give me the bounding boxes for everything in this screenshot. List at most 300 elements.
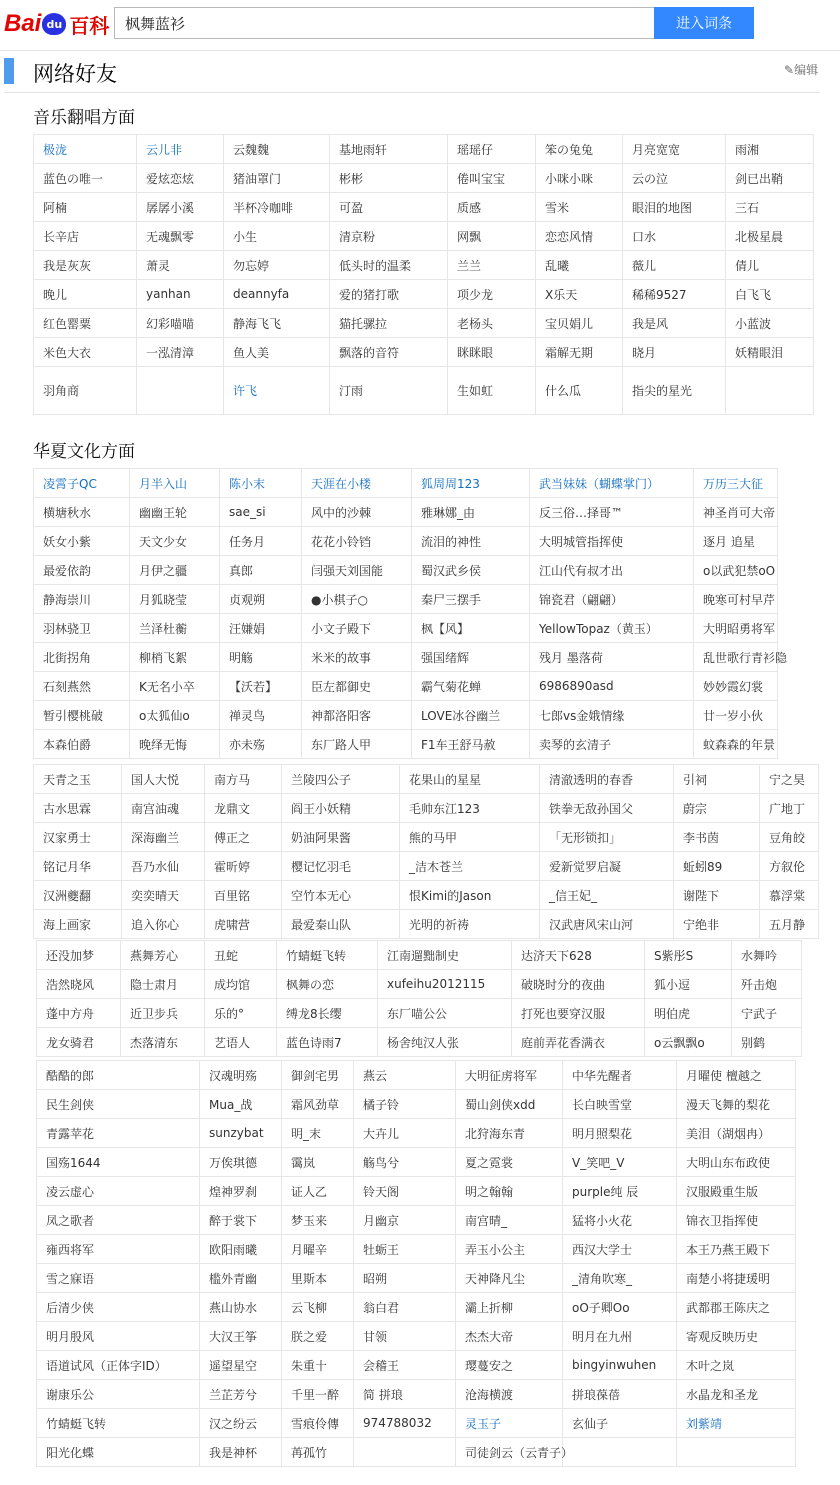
name-cell: 大汉王筝 [200, 1322, 282, 1351]
name-cell: 幻彩喵喵 [137, 309, 224, 338]
name-cell: 锦瓷君（翩翩） [530, 585, 694, 614]
name-cell: 古水思霖 [34, 794, 122, 823]
name-cell: 云の泣 [623, 164, 726, 193]
name-cell: sae_si [220, 498, 302, 527]
table-row [37, 1293, 796, 1322]
name-cell: 臣左都御史 [302, 672, 412, 701]
name-cell: oO子卿Oo [563, 1293, 677, 1322]
name-cell: 民生剑侠 [37, 1090, 200, 1119]
name-cell: 孱孱小溪 [137, 193, 224, 222]
name-cell: 追入你心 [122, 910, 205, 939]
name-cell: 小蓝波 [726, 309, 814, 338]
table-row [37, 1028, 802, 1057]
baidu-baike-logo[interactable] [4, 9, 109, 39]
name-cell: X乐天 [536, 280, 623, 309]
name-cell: 乱曦 [536, 251, 623, 280]
name-cell: 禅灵鸟 [220, 701, 302, 730]
name-cell: 光明的祈祷 [400, 910, 540, 939]
name-cell: 御剑宅男 [282, 1061, 354, 1090]
name-cell: 质感 [448, 193, 536, 222]
name-cell: 谢陛下 [674, 881, 760, 910]
name-cell: 破晓时分的夜曲 [512, 970, 645, 999]
name-cell [677, 1438, 796, 1467]
name-cell: 米色大衣 [34, 338, 137, 367]
name-cell: 雍西将军 [37, 1235, 200, 1264]
name-cell: 歼击炮 [732, 970, 802, 999]
enter-entry-button[interactable]: 进入词条 [654, 7, 754, 39]
name-cell: 静海崇川 [34, 585, 130, 614]
table-row [34, 469, 778, 498]
name-cell: 宁绝非 [674, 910, 760, 939]
name-cell: 深海幽兰 [122, 823, 205, 852]
name-cell: 倦叫宝宝 [448, 164, 536, 193]
edit-link[interactable] [784, 61, 818, 78]
section-title-culture: 华夏文化方面 [33, 442, 135, 462]
name-cell: 汉之纷云 [200, 1409, 282, 1438]
name-cell: 汉家勇士 [34, 823, 122, 852]
name-cell: o太狐仙o [130, 701, 220, 730]
name-cell: 后清少侠 [37, 1293, 200, 1322]
name-cell: 妖精眼泪 [726, 338, 814, 367]
name-cell: 阳光化蝶 [37, 1438, 200, 1467]
culture-names-table-3 [36, 940, 802, 1057]
name-cell: 稀稀9527 [623, 280, 726, 309]
name-cell: 醉于裳下 [200, 1206, 282, 1235]
table-row [34, 338, 814, 367]
name-cell: 奕奕晴天 [122, 881, 205, 910]
name-cell: 弄玉小公主 [456, 1235, 563, 1264]
name-cell: 恨Kimi的Jason [400, 881, 540, 910]
table-row [34, 701, 778, 730]
name-cell: 阎王小妖精 [282, 794, 400, 823]
name-cell: 眼泪的地图 [623, 193, 726, 222]
name-cell: 幽幽王轮 [130, 498, 220, 527]
name-cell: 兰泽杜蘅 [130, 614, 220, 643]
name-cell[interactable]: 陈小末 [220, 469, 302, 498]
name-cell: 小文子殿下 [302, 614, 412, 643]
name-cell: 翁白君 [354, 1293, 456, 1322]
name-cell: 老杨头 [448, 309, 536, 338]
name-cell: 甘领 [354, 1322, 456, 1351]
name-cell: 司徒剑云（云青子） [456, 1438, 563, 1467]
title-divider [4, 92, 820, 93]
name-cell: 鱼人美 [224, 338, 330, 367]
name-cell: 雪米 [536, 193, 623, 222]
name-cell: 妖女小紫 [34, 527, 130, 556]
name-cell: 木叶之岚 [677, 1351, 796, 1380]
name-cell[interactable]: 狐周周123 [412, 469, 530, 498]
name-cell: 苒孤竹 [282, 1438, 354, 1467]
name-cell[interactable]: 凌霄子QC [34, 469, 130, 498]
table-row [34, 794, 819, 823]
name-cell: 狐小逗 [645, 970, 732, 999]
name-cell[interactable]: 刘紫靖 [677, 1409, 796, 1438]
name-cell: 雪痕伶傳 [282, 1409, 354, 1438]
name-cell: 秦尸三摆手 [412, 585, 530, 614]
name-cell: 虎啸营 [205, 910, 282, 939]
name-cell: 神圣肖可大帝 [694, 498, 778, 527]
name-cell: 卖琴的玄清子 [530, 730, 694, 759]
name-cell: 北街拐角 [34, 643, 130, 672]
name-cell: 龙女骑君 [37, 1028, 121, 1057]
name-cell: 豆角皎 [760, 823, 819, 852]
name-cell: 汪嫌娟 [220, 614, 302, 643]
name-cell: 千里一醉 [282, 1380, 354, 1409]
name-cell: 江南遛黜制史 [378, 941, 512, 970]
section-title-music: 音乐翻唱方面 [33, 108, 135, 128]
name-cell[interactable]: 武当妹妹（蝴蝶掌门） [530, 469, 694, 498]
name-cell: 蜀山剑侠xdd [456, 1090, 563, 1119]
name-cell: 方叙伦 [760, 852, 819, 881]
name-cell: 猪油罩门 [224, 164, 330, 193]
table-row [37, 1322, 796, 1351]
name-cell[interactable]: 灵玉子 [456, 1409, 563, 1438]
name-cell: 清澈透明的春香 [540, 765, 674, 794]
name-cell: 缚龙8长缨 [277, 999, 378, 1028]
name-cell: LOVE冰谷幽兰 [412, 701, 530, 730]
name-cell: 玄仙子 [563, 1409, 677, 1438]
name-cell: 网飘 [448, 222, 536, 251]
table-row [37, 1090, 796, 1119]
name-cell: 杰杰大帝 [456, 1322, 563, 1351]
name-cell: 雪之寐语 [37, 1264, 200, 1293]
name-cell: 昭朔 [354, 1264, 456, 1293]
name-cell: 风中的沙棘 [302, 498, 412, 527]
name-cell: 月亮宽宽 [623, 135, 726, 164]
name-cell: 海上画家 [34, 910, 122, 939]
name-cell: 大明城管指挥使 [530, 527, 694, 556]
name-cell: 宝贝娟儿 [536, 309, 623, 338]
name-cell: 天神降凡尘 [456, 1264, 563, 1293]
name-cell: 明月在九州 [563, 1322, 677, 1351]
table-row [34, 367, 814, 415]
logo-bai: Bai [4, 10, 42, 37]
name-cell: 兰陵四公子 [282, 765, 400, 794]
table-row [34, 556, 778, 585]
name-cell: 月幽京 [354, 1206, 456, 1235]
name-cell: 丑蛇 [205, 941, 277, 970]
name-cell: 东厂喵公公 [378, 999, 512, 1028]
name-cell: 璎蔓安之 [456, 1351, 563, 1380]
name-cell: 云魏魏 [224, 135, 330, 164]
name-cell: 汉武唐风宋山河 [540, 910, 674, 939]
table-row [37, 1351, 796, 1380]
name-cell: 空竹本无心 [282, 881, 400, 910]
name-cell: o云飘飘o [645, 1028, 732, 1057]
name-cell: 柳梢飞絮 [130, 643, 220, 672]
name-cell: 明伯虎 [645, 999, 732, 1028]
name-cell: 成均馆 [205, 970, 277, 999]
name-cell: 七郎vs金娥情缘 [530, 701, 694, 730]
name-cell: 花花小铃铛 [302, 527, 412, 556]
name-cell: 贞观朔 [220, 585, 302, 614]
name-cell: 飘落的音符 [330, 338, 448, 367]
name-cell: 西汉大学士 [563, 1235, 677, 1264]
table-row [37, 999, 802, 1028]
name-cell: 我是风 [623, 309, 726, 338]
name-cell: 残月 墨落荷 [530, 643, 694, 672]
table-row [34, 280, 814, 309]
name-cell [354, 1438, 456, 1467]
name-cell[interactable]: 万历三大征 [694, 469, 778, 498]
name-cell: 广地丁 [760, 794, 819, 823]
name-cell: 长白映雪堂 [563, 1090, 677, 1119]
pencil-icon: ✎ [784, 63, 795, 77]
name-cell: K无名小卒 [130, 672, 220, 701]
name-cell: 北极星晨 [726, 222, 814, 251]
name-cell: 萧灵 [137, 251, 224, 280]
name-cell: 长辛店 [34, 222, 137, 251]
name-cell: 龙鼎文 [205, 794, 282, 823]
name-cell: 艺语人 [205, 1028, 277, 1057]
name-cell: 米米的故事 [302, 643, 412, 672]
table-row [34, 852, 819, 881]
name-cell: 李书茵 [674, 823, 760, 852]
music-names-table [33, 134, 814, 415]
name-cell: 乱世歌行青衫隐 [694, 643, 778, 672]
name-cell: _清角吹寒_ [563, 1264, 677, 1293]
name-cell: 简 拼琅 [354, 1380, 456, 1409]
name-cell: 乐的° [205, 999, 277, 1028]
name-cell: 宁之昊 [760, 765, 819, 794]
name-cell: 6986890asd [530, 672, 694, 701]
name-cell: 闫强天刘国能 [302, 556, 412, 585]
name-cell: 汉洲夔翻 [34, 881, 122, 910]
name-cell: 铃天阁 [354, 1177, 456, 1206]
table-row [34, 222, 814, 251]
table-row [34, 498, 778, 527]
name-cell: 白飞飞 [726, 280, 814, 309]
name-cell: 燕山协水 [200, 1293, 282, 1322]
name-cell: 夏之霓裳 [456, 1148, 563, 1177]
name-cell: 燕舞芳心 [121, 941, 205, 970]
name-cell: 花果山的星星 [400, 765, 540, 794]
table-row [34, 672, 778, 701]
edit-label: 编辑 [794, 63, 819, 77]
name-cell: 霭岚 [282, 1148, 354, 1177]
name-cell: 蜀汉武乡侯 [412, 556, 530, 585]
name-cell: 觞鸟兮 [354, 1148, 456, 1177]
name-cell: 樱记忆羽毛 [282, 852, 400, 881]
table-row [34, 527, 778, 556]
name-cell: 天文少女 [130, 527, 220, 556]
name-cell: 小咪小咪 [536, 164, 623, 193]
name-cell: 低头时的温柔 [330, 251, 448, 280]
name-cell: 达济天下628 [512, 941, 645, 970]
name-cell: 流泪的神性 [412, 527, 530, 556]
name-cell: 霸气菊花蝉 [412, 672, 530, 701]
name-cell: 中华先醒者 [563, 1061, 677, 1090]
name-cell[interactable]: 月半入山 [130, 469, 220, 498]
name-cell: 月曜辛 [282, 1235, 354, 1264]
name-cell: 凤之歌者 [37, 1206, 200, 1235]
name-cell: 清京粉 [330, 222, 448, 251]
name-cell: 彬彬 [330, 164, 448, 193]
name-cell: 半杯冷咖啡 [224, 193, 330, 222]
name-cell: 汀雨 [330, 367, 448, 415]
name-cell: 小生 [224, 222, 330, 251]
name-cell: 燕云 [354, 1061, 456, 1090]
name-cell: 明觞 [220, 643, 302, 672]
name-cell: 暂引樱桃破 [34, 701, 130, 730]
name-cell: 无魂飘零 [137, 222, 224, 251]
name-cell: V_笑吧_V [563, 1148, 677, 1177]
name-cell: 剑已出鞘 [726, 164, 814, 193]
name-cell: 静海飞飞 [224, 309, 330, 338]
name-cell: 三石 [726, 193, 814, 222]
name-cell: 竹蜻蜓飞转 [37, 1409, 200, 1438]
name-cell: 北狩海东青 [456, 1119, 563, 1148]
name-cell: 里斯本 [282, 1264, 354, 1293]
name-cell: 五月静 [760, 910, 819, 939]
name-cell: 霜解无期 [536, 338, 623, 367]
name-cell: 武都郡王陈庆之 [677, 1293, 796, 1322]
name-cell: 槛外青幽 [200, 1264, 282, 1293]
name-cell: 慕浮棠 [760, 881, 819, 910]
name-cell: 红色罂粟 [34, 309, 137, 338]
table-row [37, 1264, 796, 1293]
name-cell: 本森伯爵 [34, 730, 130, 759]
paw-icon: du [42, 13, 66, 35]
name-cell: 明_末 [282, 1119, 354, 1148]
name-cell: 万俟琪德 [200, 1148, 282, 1177]
culture-names-table-1 [33, 468, 788, 759]
name-cell: Mua_战 [200, 1090, 282, 1119]
table-row [37, 1177, 796, 1206]
name-cell: 南楚小将捷瑗明 [677, 1264, 796, 1293]
name-cell: 明之翰翰 [456, 1177, 563, 1206]
name-cell[interactable]: 天涯在小楼 [302, 469, 412, 498]
name-cell: 倩儿 [726, 251, 814, 280]
name-cell: S紫彤S [645, 941, 732, 970]
name-cell: 竹蜻蜓飞转 [277, 941, 378, 970]
name-cell: 【沃若】 [220, 672, 302, 701]
header-bar [0, 0, 840, 51]
name-cell: _洁木苍兰 [400, 852, 540, 881]
name-cell: 牡蛎王 [354, 1235, 456, 1264]
name-cell: 煌神罗刹 [200, 1177, 282, 1206]
name-cell [137, 367, 224, 415]
table-row [34, 765, 819, 794]
name-cell: 眯眯眼 [448, 338, 536, 367]
name-cell: 还没加梦 [37, 941, 121, 970]
name-cell[interactable]: 云儿非 [137, 135, 224, 164]
name-cell: 铁拳无敌孙国父 [540, 794, 674, 823]
name-cell: 指尖的星光 [623, 367, 726, 415]
name-cell: 语道试风（正体字ID） [37, 1351, 200, 1380]
table-row [37, 1206, 796, 1235]
name-cell: 蔚宗 [674, 794, 760, 823]
table-row [37, 1409, 796, 1438]
name-cell: 大明昭勇将军 [694, 614, 778, 643]
name-cell: 横塘秋水 [34, 498, 130, 527]
name-cell: 兰兰 [448, 251, 536, 280]
name-cell: 漫天飞舞的梨花 [677, 1090, 796, 1119]
name-cell: 江山代有叔才出 [530, 556, 694, 585]
name-cell: 朕之爱 [282, 1322, 354, 1351]
name-cell: 引祠 [674, 765, 760, 794]
name-cell: 杨舍纯汉人张 [378, 1028, 512, 1057]
search-input[interactable] [114, 7, 654, 39]
name-cell: 蚯蚓89 [674, 852, 760, 881]
name-cell: 明月照梨花 [563, 1119, 677, 1148]
name-cell: 蓬中方舟 [37, 999, 121, 1028]
name-cell: 熊的马甲 [400, 823, 540, 852]
table-row [34, 585, 778, 614]
name-cell: 大明征虏将军 [456, 1061, 563, 1090]
name-cell[interactable]: 极泷 [34, 135, 137, 164]
name-cell: 别鹤 [732, 1028, 802, 1057]
name-cell: 霜风劲草 [282, 1090, 354, 1119]
name-cell: 月曜使 檀越之 [677, 1061, 796, 1090]
name-cell: 国人大悦 [122, 765, 205, 794]
name-cell: 真郎 [220, 556, 302, 585]
name-cell: 本王乃燕王殿下 [677, 1235, 796, 1264]
name-cell: 爱炫恋炫 [137, 164, 224, 193]
name-cell: 沧海横渡 [456, 1380, 563, 1409]
name-cell: 枫舞の恋 [277, 970, 378, 999]
table-row [37, 1380, 796, 1409]
name-cell: 证人乙 [282, 1177, 354, 1206]
name-cell: 晚寒可村早芹 [694, 585, 778, 614]
name-cell: 奶油阿果酱 [282, 823, 400, 852]
table-row [34, 910, 819, 939]
name-cell: 梦玉来 [282, 1206, 354, 1235]
table-row [34, 309, 814, 338]
name-cell: 美泪（湖烟冉） [677, 1119, 796, 1148]
name-cell: 浩然晓风 [37, 970, 121, 999]
name-cell: 枫【风】 [412, 614, 530, 643]
table-row [34, 730, 778, 759]
name-cell: 一泓清漳 [137, 338, 224, 367]
table-row [34, 881, 819, 910]
name-cell: 最爱依韵 [34, 556, 130, 585]
name-cell: 我是灰灰 [34, 251, 137, 280]
table-row [34, 135, 814, 164]
name-cell: 基地雨轩 [330, 135, 448, 164]
name-cell: 庭前弄花香满衣 [512, 1028, 645, 1057]
name-cell: 酷酷的郎 [37, 1061, 200, 1090]
name-cell [563, 1438, 677, 1467]
name-cell: 青露苹花 [37, 1119, 200, 1148]
name-cell: 廿一岁小伙 [694, 701, 778, 730]
table-row [37, 1148, 796, 1177]
name-cell: 铭记月华 [34, 852, 122, 881]
culture-names-table-4 [36, 1060, 796, 1467]
name-cell: 橘子铃 [354, 1090, 456, 1119]
name-cell: 东厂路人甲 [302, 730, 412, 759]
name-cell: 吾乃水仙 [122, 852, 205, 881]
name-cell: 南宫晴_ [456, 1206, 563, 1235]
name-cell: 什么瓜 [536, 367, 623, 415]
name-cell: 朱重十 [282, 1351, 354, 1380]
logo-baike: 百科 [69, 13, 110, 38]
name-cell: 汉魂明殇 [200, 1061, 282, 1090]
name-cell: 隐士肃月 [121, 970, 205, 999]
name-cell: 蚊森森的年景 [694, 730, 778, 759]
name-cell: deannyfa [224, 280, 330, 309]
name-cell: 瑶瑶仔 [448, 135, 536, 164]
name-cell: 羽角商 [34, 367, 137, 415]
name-cell: 宁武子 [732, 999, 802, 1028]
name-cell: 近卫步兵 [121, 999, 205, 1028]
name-cell: purple纯 辰 [563, 1177, 677, 1206]
name-cell: 神都洛阳客 [302, 701, 412, 730]
name-cell: yanhan [137, 280, 224, 309]
name-cell: 猛将小火花 [563, 1206, 677, 1235]
name-cell[interactable]: 许飞 [224, 367, 330, 415]
name-cell: 欧阳雨曦 [200, 1235, 282, 1264]
